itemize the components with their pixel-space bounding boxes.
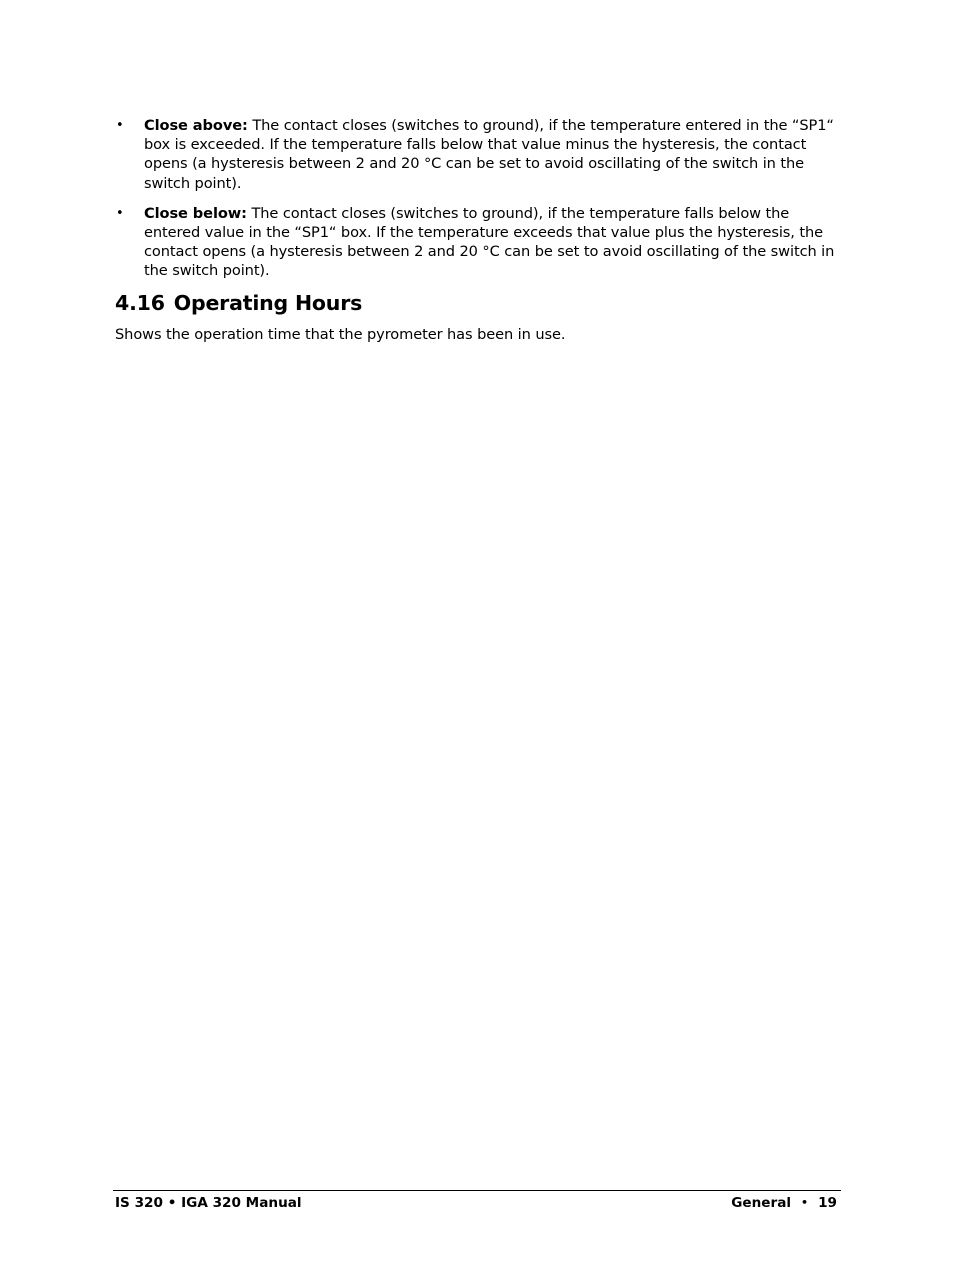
bullet-text: The contact closes (switches to ground), if the temperature entered in the “SP1“ box is exceeded. If the temperature falls below that value minus the hysteresis, the contact opens (a hysteresis between 2 and 20 °C can be set to avoid oscillating of the switch in the switch point). <box>144 117 834 192</box>
footer-chapter: General <box>731 1195 792 1211</box>
bullet-text: The contact closes (switches to ground), if the temperature falls below the entered value in the “SP1“ box. If the temperature exceeds that value plus the hysteresis, the contact opens (a hysteresis between 2 and 20 °C can be set to avoid oscillating of the switch in the switch point). <box>144 204 835 280</box>
bullet-icon: • <box>116 118 124 133</box>
bullet-term: Close below: <box>144 204 247 222</box>
footer-page-info <box>731 1194 837 1213</box>
footer-page-number: 19 <box>818 1195 837 1211</box>
section-heading <box>115 289 362 317</box>
footer-separator: • <box>801 1196 809 1209</box>
section-number: 4.16 <box>115 291 165 315</box>
bullet-list <box>115 116 840 292</box>
footer-divider <box>113 1190 841 1191</box>
bullet-icon: • <box>116 205 124 221</box>
footer-manual-title: IS 320 • IGA 320 Manual <box>115 1195 302 1211</box>
section-title: Operating Hours <box>173 291 363 315</box>
list-item-close-above <box>115 116 840 193</box>
list-item-close-below <box>115 204 840 281</box>
bullet-term: Close above: <box>144 117 248 134</box>
section-body-text: Shows the operation time that the pyrometer has been in use. <box>115 326 566 343</box>
